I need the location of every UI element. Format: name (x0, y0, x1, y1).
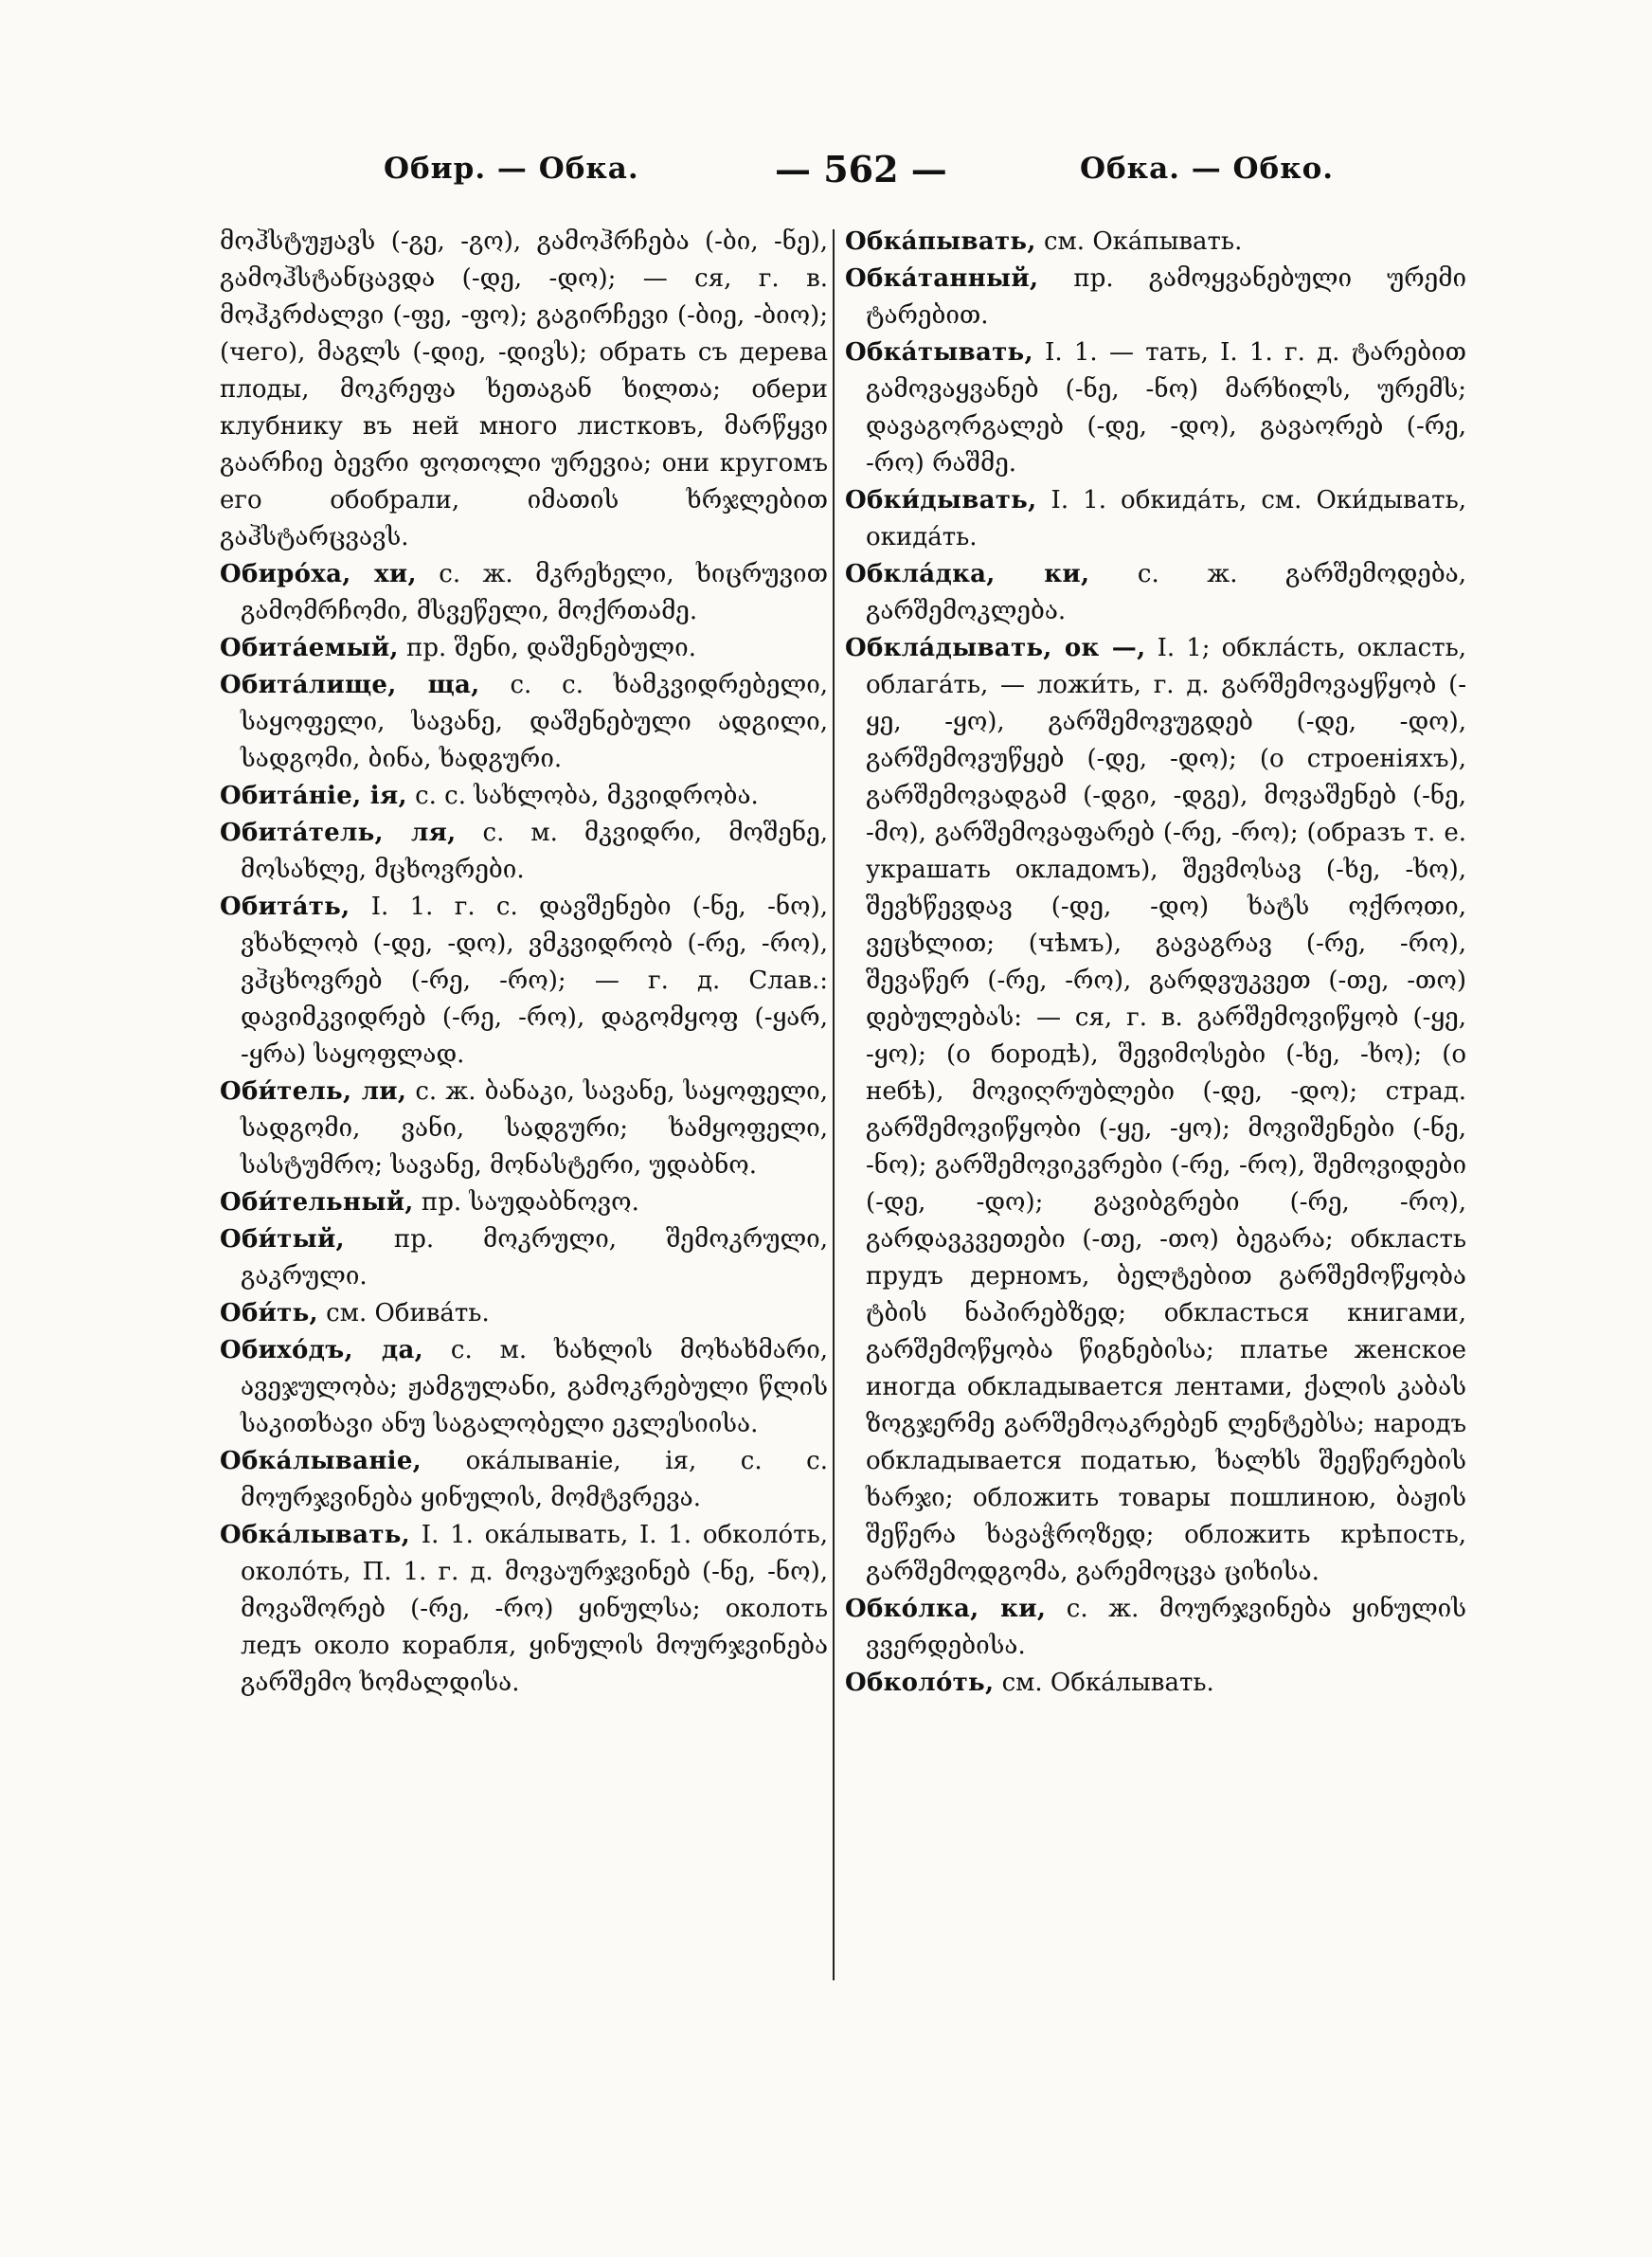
dictionary-entry (220, 1332, 828, 1443)
entry-headword: Оби́тельный, (220, 1188, 414, 1217)
entry-headword: Обка́тывать, (845, 338, 1033, 367)
dictionary-entry (220, 1517, 828, 1702)
entry-headword: Оби́тель, ли, (220, 1077, 407, 1106)
entry-definition: I. 1. г. с. დავშენები (-ნე, -ნო), ვხახლობ (-დე, -დო), ვმკვიდრობ (-რე, -რო), ვჰცხოვრებ (-რე, -რო); — г. д. Слав.: დავიმკვიდრებ (-რე, -რო), დაგომყოფ (-ყარ, -ყრა) საყოფლად. (241, 893, 829, 1069)
dictionary-entry (220, 224, 828, 556)
entry-definition: см. Обива́ть. (326, 1299, 490, 1327)
dictionary-entry (845, 1591, 1466, 1665)
entry-headword: Обка́лываніе, (220, 1447, 422, 1475)
dictionary-entry (220, 1184, 828, 1221)
entry-headword: Обка́пывать, (845, 227, 1036, 256)
entry-headword: Обкла́дка, ки, (845, 560, 1090, 588)
dictionary-entry (220, 1074, 828, 1184)
entry-definition: см. Ока́пывать. (1044, 227, 1243, 256)
dictionary-entry (845, 556, 1466, 630)
entry-headword: Обко́лка, ки, (845, 1595, 1047, 1623)
dictionary-entry (220, 1443, 828, 1517)
dictionary-entry (845, 482, 1466, 556)
entry-definition: მოჰსტუჟავს (-გე, -გო), გამოჰრჩება (-ბი, -ნე), გამოჰსტანცავდა (-დე, -დო); — ся, г. в. მოჰკრძალვი (-ფე, -ფო); გაგირჩევი (-ბიე, -ბიო); (чего), მაგლს (-დიე, -დივს); обрать съ дерева плоды, მოკრეფა ხეთაგან ხილთა; обери клубнику въ ней много листковъ, მარწყვი გაარჩიე ბევრი ფოთოლი ურევია; они кругомъ его обобрали, იმათის ხრჯლებით გაჰსტარცვავს. (220, 227, 828, 551)
entry-definition: I. 1. обкида́ть, см. Оки́дывать, окида́ть. (866, 486, 1466, 551)
entry-definition: I. 1; обкла́сть, окласть, облага́ть, — ложи́ть, г. д. გარშემოვაყწყობ (-ყე, -ყო), გარშემოვუგდებ (-დე, -დო), გარშემოვუწყებ (-დე, -დო); (о строеніяхъ), გარშემოვადგამ (-დგი, -დგე), მოვაშენებ (-ნე, -მო), გარშემოვაფარებ (-რე, -რო); (образъ т. е. украшать окладомъ), შევმოსავ (-ხე, -ხო), შევხწევდავ (-დე, -დო) ხატს ოქროთი, ვეცხლით; (чѣмъ), გავაგრავ (-რე, -რო), შევაწერ (-რე, -რო), გარდვუკვეთ (-თე, -თო) დებულებას: — ся, г. в. გარშემოვიწყობ (-ყე, -ყო); (о бородѣ), შევიმოსები (-ხე, -ხო); (о небѣ), მოვიღრუბლები (-დე, -დო); страд. გარშემოვიწყობი (-ყე, -ყო); მოვიშენები (-ნე, -ნო); გარშემოვიკვრები (-რე, -რო), შემოვიდები (-დე, -დო); გავიბგრები (-რე, -რო), გარდავკვეთები (-თე, -თო) ბეგარა; обкласть прудъ дерномъ, ბელტებით გარშემოწყობა ტბის ნაპირებზედ; обкласться книгами, გარშემოწყობა წიგნებისა; платье женское иногда обкладывается лентами, ქალის კაბას ზოგჯერმე გარშემოაკრებენ ლენტებსა; народъ обкладывается податью, ხალხს შეეწერების ხარჯი; обложить товары пошлиною, ბაჟის შეწერა ხავაჭროზედ; обложить крѣпость, გარშემოდგომა, გარემოცვა ციხისა. (866, 634, 1467, 1586)
entry-headword: Обита́лище, ща, (220, 671, 480, 699)
entry-definition: пр. საუდაბნოვო. (421, 1188, 639, 1217)
column-divider (833, 229, 835, 1980)
dictionary-entry (220, 667, 828, 778)
entry-headword: Обита́ть, (220, 893, 350, 921)
dictionary-entry (220, 556, 828, 630)
entry-definition: см. Обка́лывать. (1001, 1669, 1214, 1697)
entry-definition: I. 1. ока́лывать, I. 1. обколо́ть, около́ть, П. 1. г. д. მოვაურჯვინებ (-ნე, -ნო), მოვაშორებ (-რე, -რო) ყინულსა; околоть ледъ около корабля, ყინულის მოურჯვინება გარშემო ხომალდისა. (241, 1521, 829, 1697)
dictionary-entry (220, 630, 828, 667)
entry-definition: с. м. ხახლის მოხახმარი, ავეჯულობა; ჟამგულანი, გამოკრებული წლის საკითხავი ანუ საგალობელი ეკლესიისა. (241, 1336, 829, 1438)
right-column (845, 224, 1466, 1702)
entry-headword: Оби́тый, (220, 1225, 345, 1254)
entry-headword: Обихо́дъ, да, (220, 1336, 423, 1364)
running-head-left: Обир. — Обка. (384, 152, 639, 186)
entry-headword: Оби́ть, (220, 1299, 318, 1327)
left-column (220, 224, 828, 1702)
dictionary-entry (845, 334, 1466, 482)
entry-definition: с. с. სახლობა, მკვიდრობა. (415, 782, 759, 810)
entry-headword: Обиро́ха, хи, (220, 560, 417, 588)
entry-headword: Обкла́дывать, ок —, (845, 634, 1146, 662)
entry-headword: Обколо́ть, (845, 1669, 995, 1697)
entry-definition: I. 1. — тать, I. 1. г. д. ტარებით გამოვაყვანებ (-ნე, -ნო) მარხილს, ურემს; დავაგორგალებ (-დე, -დო), გავაორებ (-რე, -რო) რაშმე. (866, 338, 1466, 478)
entry-definition: пр. მოკრული, შემოკრული, გაკრული. (241, 1225, 828, 1291)
dictionary-entry (220, 815, 828, 889)
dictionary-entry (220, 1221, 828, 1295)
entry-definition: с. ж. მკრეხელი, ხიცრუვით გამომრჩომი, მსვეწელი, მოქრთამე. (241, 560, 828, 625)
page-number: — 562 — (775, 148, 947, 190)
entry-definition: ока́лываніе, ія, с. с. მოურჯვინება ყინულის, მომტვრევა. (241, 1447, 829, 1512)
dictionary-entry (845, 224, 1466, 261)
entry-headword: Обита́тель, ля, (220, 819, 457, 847)
entry-definition: с. с. ხამკვიდრებელი, საყოფელი, სავანე, დაშენებული ადგილი, სადგომი, ბინა, ხადგური. (241, 671, 829, 773)
dictionary-entry (220, 889, 828, 1074)
entry-headword: Обка́лывать, (220, 1521, 411, 1549)
entry-definition: с. ж. გარშემოდება, გარშემოკლება. (866, 560, 1466, 625)
dictionary-entry (845, 630, 1466, 1591)
dictionary-entry (845, 261, 1466, 334)
entry-definition: с. м. მკვიდრი, მოშენე, მოსახლე, მცხოვრები. (241, 819, 828, 884)
running-head-right: Обка. — Обко. (1080, 152, 1335, 186)
running-head (0, 148, 1652, 208)
entry-headword: Обки́дывать, (845, 486, 1037, 515)
entry-definition: пр. გამოყვანებული ურემი ტარებით. (866, 264, 1466, 330)
entry-headword: Обита́ніе, ія, (220, 782, 407, 810)
entry-headword: Обита́емый, (220, 634, 399, 662)
entry-definition: с. ж. ბანაკი, სავანე, საყოფელი, სადგომი, ვანი, სადგური; ხამყოფელი, სასტუმრო; სავანე, მონასტერი, უდაბნო. (241, 1077, 828, 1180)
entry-headword: Обка́танный, (845, 264, 1039, 293)
dictionary-entry (220, 778, 828, 815)
dictionary-entry (845, 1665, 1466, 1702)
dictionary-entry (220, 1295, 828, 1332)
entry-definition: пр. შენი, დაშენებული. (406, 634, 696, 662)
entry-definition: с. ж. მოურჯვინება ყინულის ვვერდებისა. (866, 1595, 1466, 1660)
